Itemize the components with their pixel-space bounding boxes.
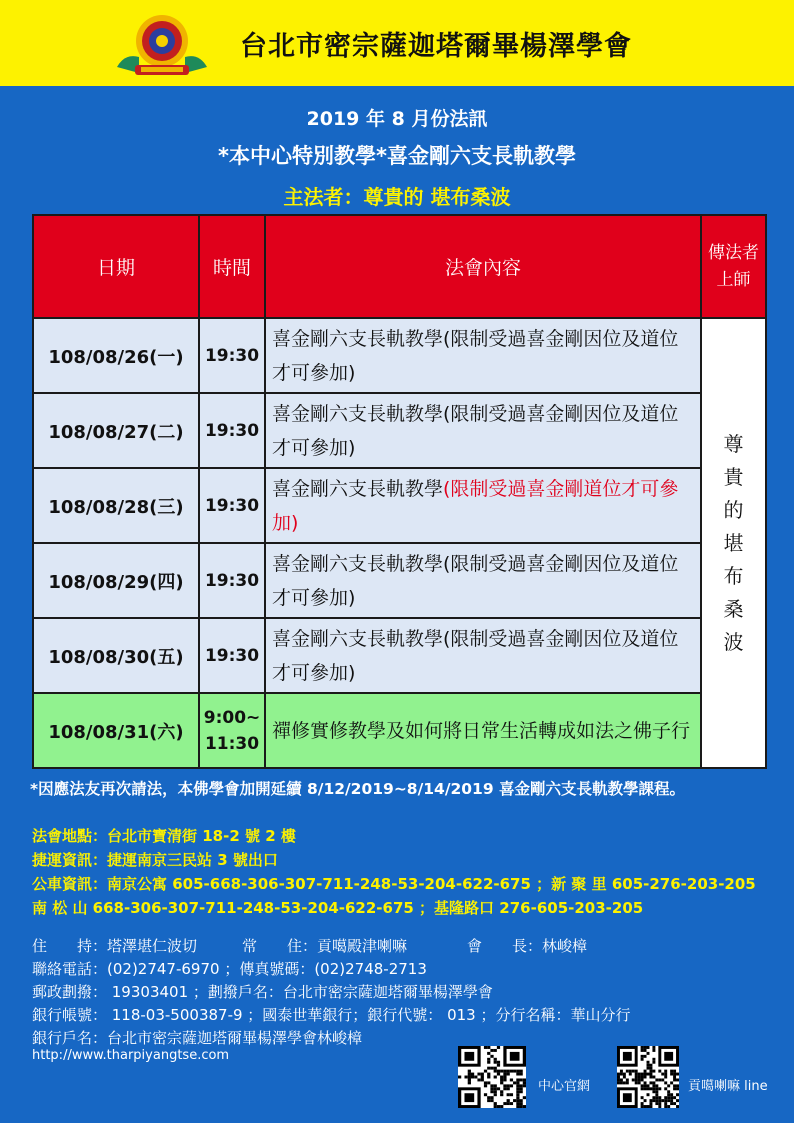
content-text: 喜金剛六支長軌教學 — [272, 477, 444, 500]
row-date: 108/08/29(四) — [33, 543, 199, 618]
teacher-name: 尊貴的堪布桑波 — [723, 431, 744, 654]
row-content — [265, 693, 701, 768]
contact-postal: 郵政劃撥： 19303401 ；劃撥戶名：台北市密宗薩迦塔爾畢楊澤學會 — [32, 983, 493, 1001]
row-date: 108/08/26(一) — [33, 318, 199, 393]
table-row — [33, 318, 766, 393]
header-date: 日期 — [33, 215, 199, 318]
row-date: 108/08/27(二) — [33, 393, 199, 468]
dharma-emblem-logo — [115, 9, 209, 81]
row-time: 19:30 — [199, 543, 265, 618]
table-row — [33, 693, 766, 768]
row-time — [199, 693, 265, 768]
content-text: 禪修實修教學及如何將日常生活轉成如法之佛子行 — [272, 719, 691, 742]
table-row — [33, 618, 766, 693]
line-qr-code[interactable] — [617, 1046, 679, 1108]
header-banner — [0, 0, 794, 86]
row-content — [265, 618, 701, 693]
row-content — [265, 468, 701, 543]
content-text: 喜金剛六支長軌教學(限制受過喜金剛因位及道位才可參加) — [272, 327, 679, 384]
website-qr-code[interactable] — [458, 1046, 526, 1108]
table-row — [33, 543, 766, 618]
time-end: 11:30 — [204, 733, 260, 754]
extension-note: *因應法友再次請法，本佛學會加開延續 8/12/2019~8/14/2019 喜金剛六支長軌教學課程。 — [30, 780, 686, 798]
info-mrt: 捷運資訊：捷運南京三民站 3 號出口 — [32, 851, 278, 869]
row-date: 108/08/28(三) — [33, 468, 199, 543]
contact-bank-holder: 銀行戶名：台北市密宗薩迦塔爾畢楊澤學會林峻樟 — [32, 1029, 363, 1047]
line-qr-label: 貢噶喇嘛 line — [688, 1079, 768, 1094]
bulletin-subtitle: *本中心特別教學*喜金剛六支長軌教學 — [218, 144, 576, 168]
header-content: 法會內容 — [265, 215, 701, 318]
content-text: 喜金剛六支長軌教學(限制受過喜金剛因位及道位才可參加) — [272, 552, 679, 609]
info-bus-2: 南 松 山 668-306-307-711-248-53-204-622-675 ；基隆路口 276-605-203-205 — [32, 899, 644, 917]
time-start: 9:00~ — [203, 707, 261, 728]
row-content — [265, 393, 701, 468]
schedule-table — [32, 214, 767, 769]
row-time: 19:30 — [199, 318, 265, 393]
table-header-row — [33, 215, 766, 318]
bulletin-title: 2019 年 8 月份法訊 — [306, 108, 488, 130]
org-name: 台北市密宗薩迦塔爾畢楊澤學會 — [240, 31, 632, 62]
host-teacher: 主法者：尊貴的 堪布桑波 — [283, 185, 511, 209]
header-teacher: 傳法者上師 — [701, 215, 766, 318]
contact-phone: 聯絡電話：(02)2747-6970 ；傳真號碼：(02)2748-2713 — [32, 960, 427, 978]
row-date: 108/08/30(五) — [33, 618, 199, 693]
teacher-cell — [701, 318, 766, 768]
info-location: 法會地點：台北市寶清街 18-2 號 2 樓 — [32, 827, 296, 845]
info-bus-1: 公車資訊：南京公寓 605-668-306-307-711-248-53-204-622-675 ；新 聚 里 605-276-203-205 — [32, 875, 756, 893]
row-time: 19:30 — [199, 618, 265, 693]
table-row — [33, 468, 766, 543]
header-time: 時間 — [199, 215, 265, 318]
website-qr-label: 中心官網 — [538, 1079, 591, 1094]
website-link[interactable]: http://www.tharpiyangtse.com — [32, 1048, 230, 1063]
content-text: 喜金剛六支長軌教學(限制受過喜金剛因位及道位才可參加) — [272, 627, 679, 684]
row-content — [265, 543, 701, 618]
row-time: 19:30 — [199, 393, 265, 468]
row-time: 19:30 — [199, 468, 265, 543]
row-date: 108/08/31(六) — [33, 693, 199, 768]
table-row — [33, 393, 766, 468]
contact-staff: 住 持：塔澤堪仁波切 常 住：貢噶殿津喇嘛 會 長：林峻樟 — [32, 937, 588, 955]
contact-bank-account: 銀行帳號： 118-03-500387-9 ；國泰世華銀行；銀行代號： 013 ；分行名稱：華山分行 — [32, 1006, 631, 1024]
content-text: 喜金剛六支長軌教學(限制受過喜金剛因位及道位才可參加) — [272, 402, 679, 459]
restriction-warning: (限制受過喜金剛道位才可參加) — [272, 477, 679, 534]
row-content — [265, 318, 701, 393]
